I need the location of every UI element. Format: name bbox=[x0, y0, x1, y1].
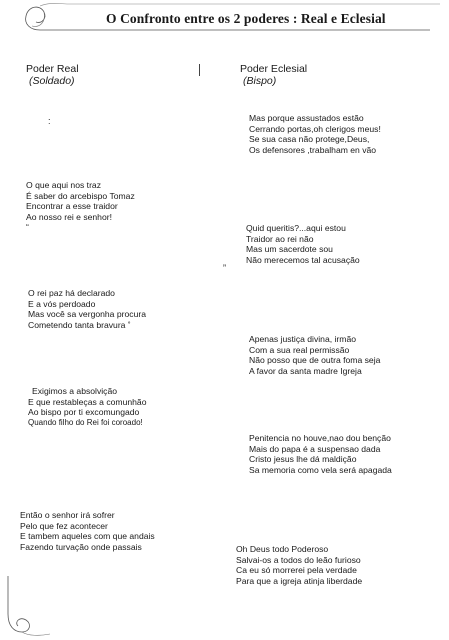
verse-line: Mas um sacerdote sou bbox=[246, 244, 333, 255]
right-heading-label: Poder Eclesial bbox=[240, 63, 308, 75]
verse-line: Mas você sa vergonha procura bbox=[28, 309, 146, 320]
verse-line: Cerrando portas,oh clerigos meus! bbox=[249, 123, 381, 134]
scroll-border-bottom-icon bbox=[0, 574, 60, 640]
verse-line: Se sua casa não protege,Deus, bbox=[249, 134, 370, 145]
verse-line: “ bbox=[26, 222, 29, 233]
verse-line: Penitencia no houve,nao dou benção bbox=[249, 433, 391, 443]
verse-line: Não merecemos tal acusação bbox=[246, 254, 360, 265]
left-stanza bbox=[20, 510, 155, 552]
verse-line: Fazendo turvação onde passais bbox=[20, 541, 142, 552]
column-divider bbox=[199, 64, 200, 76]
verse-line: Apenas justiça divina, irmão bbox=[249, 334, 356, 344]
verse-line: Cristo jesus lhe dá maldição bbox=[249, 454, 357, 465]
verse-line: Exigimos a absolvição bbox=[32, 386, 118, 396]
left-subheading-label: (Soldado) bbox=[29, 75, 75, 87]
verse-line: E que restableças a comunhão bbox=[28, 396, 147, 407]
verse-line: Quando filho do Rei foi coroado! bbox=[28, 417, 143, 427]
verse-line: E tambem aqueles com que andais bbox=[20, 531, 155, 542]
verse-line: Quid queritis?...aqui estou bbox=[246, 223, 346, 233]
verse-line: E a vós perdoado bbox=[28, 298, 96, 309]
verse-line: Então o senhor irá sofrer bbox=[20, 510, 115, 520]
right-stanza bbox=[246, 223, 360, 265]
verse-line: Para que a igreja atinja liberdade bbox=[236, 575, 363, 586]
verse-line: Ca eu só morrerei pela verdade bbox=[236, 565, 357, 576]
verse-line: Ao nosso rei e senhor! bbox=[26, 211, 112, 222]
right-stanza bbox=[236, 544, 362, 586]
left-stanza bbox=[28, 386, 146, 428]
left-stanza bbox=[26, 180, 135, 233]
verse-line: Não posso que de outra foma seja bbox=[249, 355, 381, 366]
verse-line: O rei paz há declarado bbox=[28, 288, 115, 298]
verse-line: Traidor ao rei não bbox=[246, 233, 314, 244]
left-column-heading bbox=[26, 63, 79, 87]
verse-line: Com a sua real permissão bbox=[249, 344, 350, 355]
right-stanza bbox=[249, 113, 381, 155]
verse-line: Pelo que fez acontecer bbox=[20, 520, 108, 531]
page-title: O Confronto entre os 2 poderes : Real e Eclesial bbox=[106, 11, 386, 26]
verse-line: Sa memoria como vela será apagada bbox=[249, 464, 392, 475]
verse-line: Mas porque assustados estão bbox=[249, 113, 364, 123]
left-heading-label: Poder Real bbox=[26, 63, 79, 75]
verse-line: Mais do papa é a suspensao dada bbox=[249, 443, 381, 454]
right-subheading-label: (Bispo) bbox=[243, 75, 277, 87]
right-stanza bbox=[249, 433, 392, 475]
verse-line: Ao bispo por ti excomungado bbox=[28, 407, 140, 418]
right-column-heading bbox=[240, 63, 307, 87]
verse-line: O que aqui nos traz bbox=[26, 180, 102, 190]
verse-line: Encontrar a esse traidor bbox=[26, 201, 118, 212]
right-stanza bbox=[249, 334, 380, 376]
verse-line: A favor da santa madre Igreja bbox=[249, 365, 362, 376]
verse-line: Salvai-os a todos do leão furioso bbox=[236, 554, 361, 565]
left-colon-mark: : bbox=[48, 116, 51, 126]
left-stanza bbox=[28, 288, 146, 330]
verse-line: É saber do arcebispo Tomaz bbox=[26, 190, 135, 201]
verse-line: Oh Deus todo Poderoso bbox=[236, 544, 329, 554]
verse-line: Cometendo tanta bravura ˚ bbox=[28, 319, 131, 330]
mid-quote-mark: ” bbox=[223, 263, 226, 273]
verse-line: Os defensores ,trabalham en vão bbox=[249, 144, 377, 155]
